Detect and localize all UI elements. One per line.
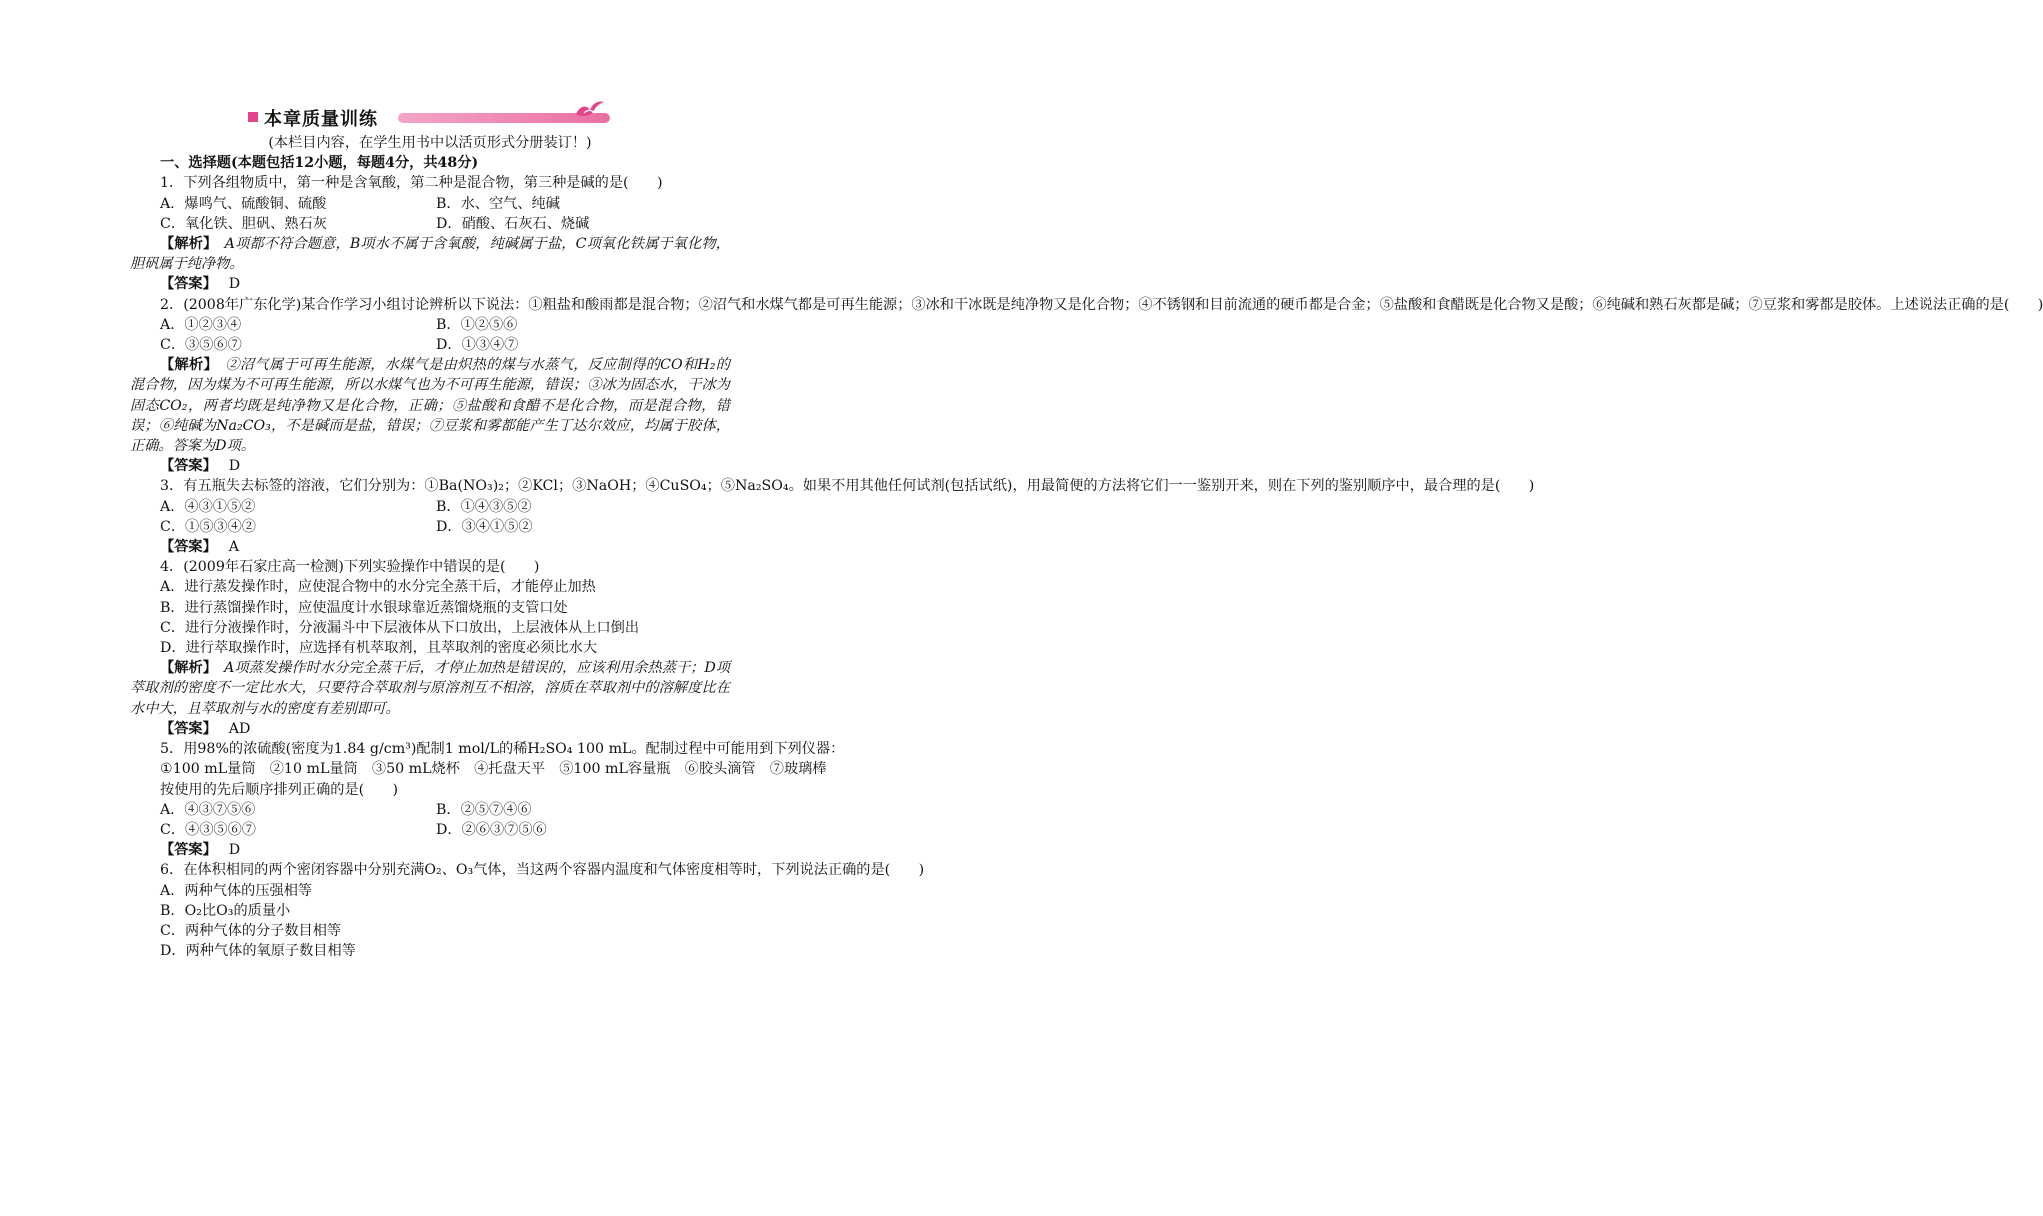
- q2-answer-value: D: [228, 458, 241, 475]
- q2-analysis-text: ②沼气属于可再生能源，水煤气是由炽热的煤与水蒸气，反应制得的CO和H₂的混合物，因为煤为不可再生能源，所以水煤气也为不可再生能源，错误；③冰为固态水，干冰为固态CO₂，两者均既是纯净物又是化合物，正确；⑤盐酸和食醋不是化合物，而是混合物，错误；⑥纯碱为Na₂CO₃，不是碱而是盐，错误；⑦豆浆和雾都能产生丁达尔效应，均属于胶体，正确。答案为D项。: [130, 357, 730, 455]
- banner-square-icon: [248, 112, 258, 122]
- q5-option-a: A．④③⑦⑤⑥: [160, 801, 256, 818]
- q5-option-c: C．④③⑤⑥⑦: [160, 821, 256, 838]
- q5-answer-value: D: [228, 842, 241, 859]
- q1-option-c: C．氧化铁、胆矾、熟石灰: [160, 215, 327, 232]
- q1-option-d: D．硝酸、石灰石、烧碱: [436, 215, 590, 232]
- q2-option-c: C．③⑤⑥⑦: [160, 337, 242, 354]
- q4-option-d: D．进行萃取操作时，应选择有机萃取剂，且萃取剂的密度必须比水大: [160, 640, 598, 657]
- q4-option-c: C．进行分液操作时，分液漏斗中下层液体从下口放出，上层液体从上口倒出: [160, 619, 640, 636]
- q1-options: [130, 194, 730, 234]
- q1-answer-value: D: [228, 276, 241, 293]
- q5-option-b: B．②⑤⑦④⑥: [436, 801, 532, 818]
- q2-options: [130, 315, 730, 355]
- q1-stem: 1．下列各组物质中，第一种是含氧酸，第二种是混合物，第三种是碱的是( ): [160, 175, 663, 192]
- q1-option-a: A．爆鸣气、硫酸铜、硫酸: [160, 195, 327, 212]
- q3-answer-tag: 【答案】: [160, 539, 210, 556]
- q2-analysis-tag: 【解析】: [160, 357, 211, 374]
- q4-option-b: B．进行蒸馏操作时，应使温度计水银球靠近蒸馏烧瓶的支管口处: [160, 599, 568, 616]
- q3-option-c: C．①⑤③④②: [160, 518, 256, 535]
- q4-analysis-text: A项蒸发操作时水分完全蒸干后，才停止加热是错误的，应该利用余热蒸干；D项萃取剂的密度不一定比水大，只要符合萃取剂与原溶剂互不相溶，溶质在萃取剂中的溶解度比在水中大，且萃取剂与水的密度有差别即可。: [130, 660, 730, 717]
- q2-option-b: B．①②⑤⑥: [436, 316, 518, 333]
- chapter-banner: [248, 106, 616, 132]
- q4-stem: 4．(2009年石家庄高一检测)下列实验操作中错误的是( ): [160, 559, 540, 576]
- q5-instrument-list: ①100 mL量筒 ②10 mL量筒 ③50 mL烧杯 ④托盘天平 ⑤100 mL容量瓶 ⑥胶头滴管 ⑦玻璃棒: [160, 761, 827, 778]
- q5-answer: [130, 840, 730, 860]
- q5-options: [130, 800, 730, 840]
- q2-analysis: [130, 355, 730, 456]
- section-heading: 一、选择题(本题包括12小题，每题4分，共48分): [160, 155, 479, 172]
- chapter-title: 本章质量训练: [264, 109, 378, 130]
- q5-answer-tag: 【答案】: [160, 842, 210, 859]
- q3-option-a: A．④③①⑤②: [160, 498, 256, 515]
- q4-answer: [130, 719, 730, 739]
- q2-answer-tag: 【答案】: [160, 458, 210, 475]
- binding-note: (本栏目内容，在学生用书中以活页形式分册装订！): [268, 135, 592, 151]
- q6-option-d: D．两种气体的氧原子数目相等: [160, 943, 356, 960]
- q1-analysis: [130, 234, 730, 274]
- q1-option-b: B．水、空气、纯碱: [436, 195, 560, 212]
- q1-analysis-text: A项都不符合题意，B项水不属于含氧酸，纯碱属于盐，C项氧化铁属于氧化物，胆矾属于纯净物。: [130, 236, 730, 273]
- q6-option-a: A．两种气体的压强相等: [160, 882, 313, 899]
- q3-option-d: D．③④①⑤②: [436, 518, 533, 535]
- q6-stem: 6．在体积相同的两个密闭容器中分别充满O₂、O₃气体，当这两个容器内温度和气体密度相等时，下列说法正确的是( ): [160, 862, 925, 879]
- question-sheet: [130, 133, 2043, 961]
- q1-answer-tag: 【答案】: [160, 276, 210, 293]
- q3-answer: [130, 537, 730, 557]
- q4-analysis: [130, 658, 730, 719]
- q2-option-d: D．①③④⑦: [436, 337, 519, 354]
- q2-stem: 2．(2008年广东化学)某合作学习小组讨论辨析以下说法：①粗盐和酸雨都是混合物；②沼气和水煤气都是可再生能源；③冰和干冰既是纯净物又是化合物；④不锈钢和目前流通的硬币都是合金；⑤盐酸和食醋既是化合物又是酸；⑥纯碱和熟石灰都是碱；⑦豆浆和雾都是胶体。上述说法正确的是( ): [160, 296, 2043, 313]
- q3-options: [130, 497, 730, 537]
- q4-answer-tag: 【答案】: [160, 720, 210, 737]
- q3-option-b: B．①④③⑤②: [436, 498, 532, 515]
- q6-option-c: C．两种气体的分子数目相等: [160, 922, 342, 939]
- q4-analysis-tag: 【解析】: [160, 660, 210, 677]
- q4-answer-value: AD: [228, 720, 251, 737]
- q5-order-prompt: 按使用的先后顺序排列正确的是( ): [160, 781, 399, 798]
- q2-answer: [130, 456, 730, 476]
- q4-option-a: A．进行蒸发操作时，应使混合物中的水分完全蒸干后，才能停止加热: [160, 579, 596, 596]
- q2-option-a: A．①②③④: [160, 316, 242, 333]
- q5-option-d: D．②⑥③⑦⑤⑥: [436, 821, 547, 838]
- q3-answer-value: A: [228, 539, 240, 556]
- q1-answer: [130, 274, 730, 294]
- q1-analysis-tag: 【解析】: [160, 236, 211, 253]
- q6-option-b: B．O₂比O₃的质量小: [160, 902, 291, 919]
- bird-icon: [570, 98, 610, 120]
- q5-stem: 5．用98%的浓硫酸(密度为1.84 g/cm³)配制1 mol/L的稀H₂SO₄ 100 mL。配制过程中可能用到下列仪器：: [160, 741, 845, 758]
- q3-stem: 3．有五瓶失去标签的溶液，它们分别为：①Ba(NO₃)₂；②KCl；③NaOH；④CuSO₄；⑤Na₂SO₄。如果不用其他任何试剂(包括试纸)，用最简便的方法将它们一一鉴别开来，则在下列的鉴别顺序中，最合理的是( ): [160, 478, 1535, 495]
